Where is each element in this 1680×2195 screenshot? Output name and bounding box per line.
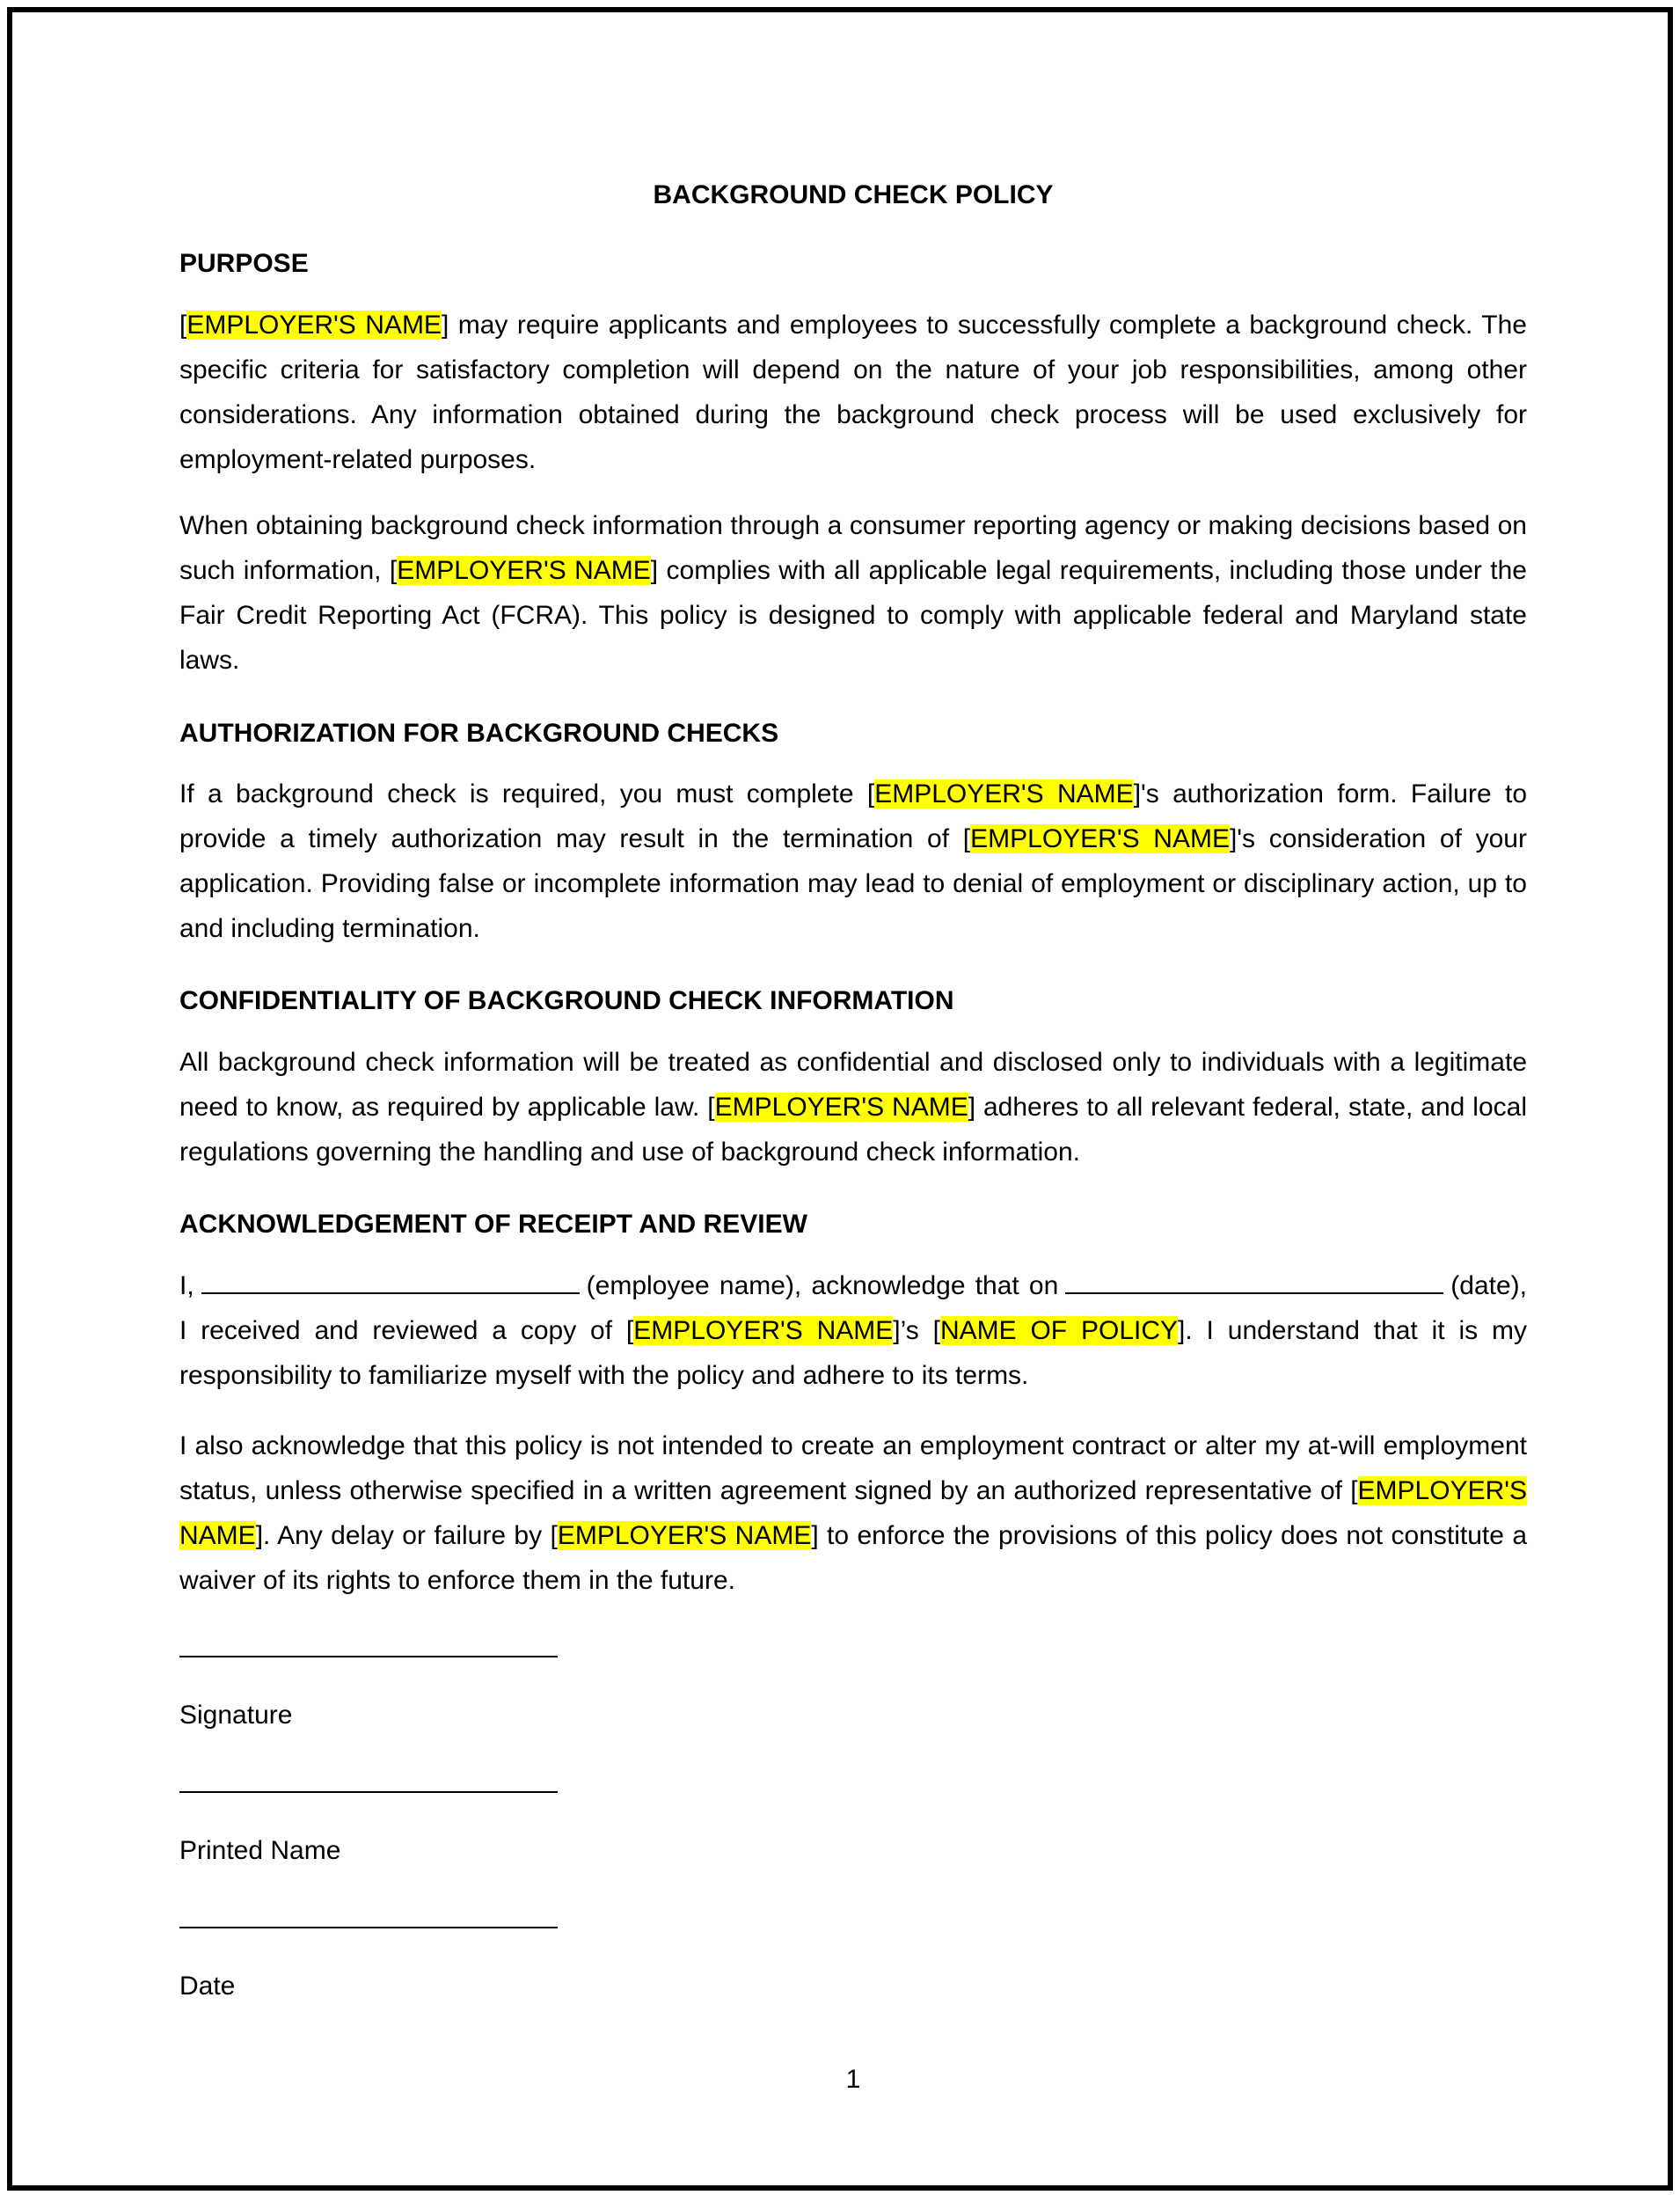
text: ] to enforce the provisions of this policy does not constitute a waiver of its rights to enforce them in the future. — [179, 1521, 1527, 1595]
heading-confidentiality: CONFIDENTIALITY OF BACKGROUND CHECK INFORMATION — [179, 986, 954, 1015]
paragraph-acknowledgement-2 — [179, 1423, 1527, 1603]
employer-name-placeholder: EMPLOYER'S NAME — [557, 1521, 812, 1550]
employer-name-placeholder: EMPLOYER'S NAME — [179, 1476, 1527, 1550]
heading-purpose: PURPOSE — [179, 249, 309, 278]
date-blank[interactable] — [1065, 1269, 1443, 1294]
heading-acknowledgement: ACKNOWLEDGEMENT OF RECEIPT AND REVIEW — [179, 1210, 807, 1239]
employer-name-placeholder: EMPLOYER'S NAME — [186, 311, 442, 340]
page-number: 1 — [845, 2065, 861, 2094]
signature-label: Signature — [179, 1701, 293, 1730]
employer-name-placeholder: EMPLOYER'S NAME — [714, 1093, 968, 1122]
printed-name-line[interactable] — [179, 1791, 558, 1793]
text: (date), I received and reviewed a copy of [ — [179, 1271, 1527, 1345]
paragraph-authorization — [179, 772, 1527, 951]
text: I also acknowledge that this policy is not intended to create an employment contract or alter my at-will employment status, unless otherwise specified in a written agreement signed by an authorized representative of [ — [179, 1431, 1527, 1505]
printed-name-label: Printed Name — [179, 1836, 341, 1865]
employer-name-placeholder: EMPLOYER'S NAME — [633, 1316, 894, 1345]
page-frame — [7, 7, 1673, 2191]
document-title: BACKGROUND CHECK POLICY — [653, 180, 1054, 209]
policy-name-placeholder: NAME OF POLICY — [939, 1316, 1179, 1345]
date-line[interactable] — [179, 1927, 558, 1928]
paragraph-purpose-1: [EMPLOYER'S NAME] may require applicants and employees to successfully complete a background check. The specific criteria for satisfactory completion will depend on the nature of your job responsibilities, among other considerations. Any information obtained during the background check process will be used exclusively for employment-related purposes. — [179, 311, 1527, 474]
text: ]'s consideration of your application. Providing false or incomplete information may lead to denial of employment or disciplinary action, up to and including termination. — [179, 824, 1527, 943]
date-label: Date — [179, 1972, 236, 2001]
text: ]. Any delay or failure by [ — [255, 1521, 558, 1550]
text: ]'s authorization form. Failure to provide a timely authorization may result in the termination of [ — [179, 779, 1527, 853]
employer-name-placeholder: EMPLOYER'S NAME — [397, 556, 651, 585]
employee-name-blank[interactable] — [201, 1269, 580, 1294]
signature-line[interactable] — [179, 1656, 558, 1657]
text: ]. I understand that it is my responsibility to familiarize myself with the policy and adhere to its terms. — [179, 1316, 1528, 1390]
text: ] may require applicants and employees to successfully complete a background check. The specific criteria for satisfactory completion will depend on the nature of your job responsibilities, among other considerations. Any information obtained during the background check process will be used exclusively for employment-related purposes. — [179, 311, 1527, 474]
text: ] adheres to all relevant federal, state, and local regulations governing the handling and use of background check information. — [179, 1093, 1527, 1167]
paragraph-acknowledgement-1 — [179, 1263, 1527, 1398]
text: All background check information will be treated as confidential and disclosed only to individuals with a legitimate need to know, as required by applicable law. [ — [179, 1048, 1527, 1122]
text: I, — [179, 1271, 194, 1300]
text: (employee name), acknowledge that on — [586, 1271, 1059, 1300]
paragraph-confidentiality — [179, 1040, 1527, 1174]
employer-name-placeholder: EMPLOYER'S NAME — [970, 824, 1230, 853]
text: If a background check is required, you must complete [ — [179, 779, 875, 808]
heading-authorization: AUTHORIZATION FOR BACKGROUND CHECKS — [179, 719, 779, 748]
text: When obtaining background check information through a consumer reporting agency or making decisions based on such information, [ — [179, 511, 1527, 585]
text: ]’s [ — [893, 1316, 940, 1345]
paragraph-purpose-2 — [179, 503, 1527, 683]
text: ] complies with all applicable legal requirements, including those under the Fair Credit Reporting Act (FCRA). This policy is designed to comply with applicable federal and Maryland state laws. — [179, 556, 1527, 675]
employer-name-placeholder: EMPLOYER'S NAME — [874, 779, 1134, 808]
